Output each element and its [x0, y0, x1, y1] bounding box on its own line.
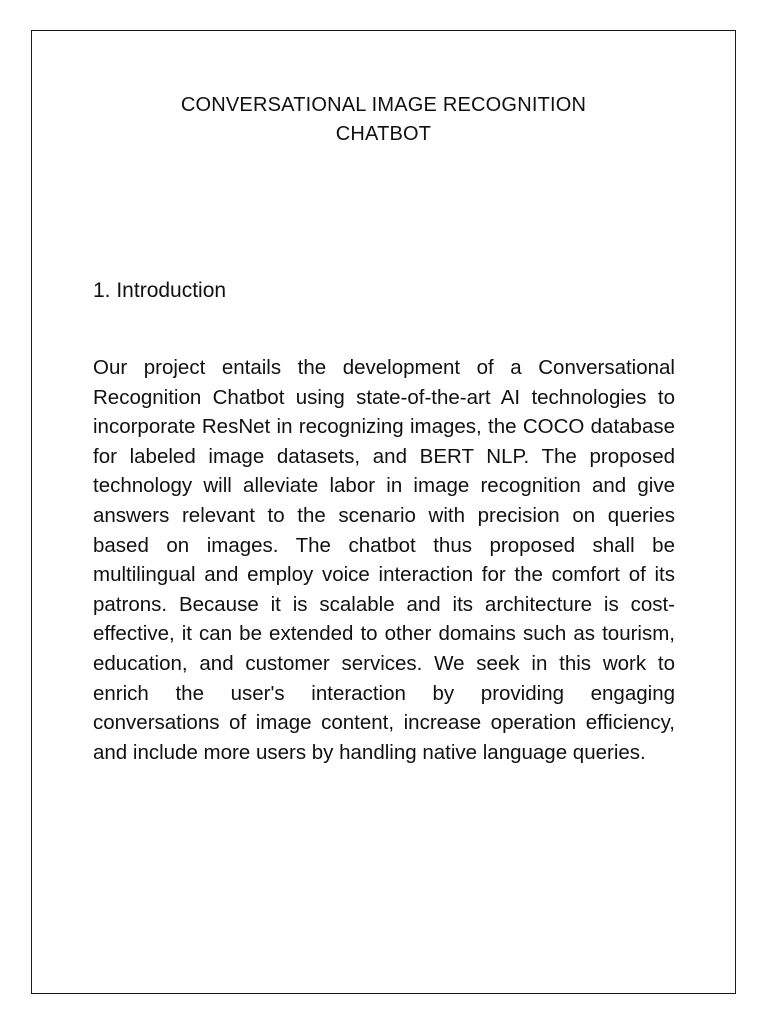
document-title-line-2: CHATBOT [335, 123, 432, 145]
document-title [32, 91, 735, 149]
section-heading-introduction: 1. Introduction [93, 279, 227, 302]
document-title-line-1: CONVERSATIONAL IMAGE RECOGNITION [180, 94, 587, 116]
introduction-paragraph: Our project entails the development of a Conversational Recognition Chatbot using state-of-the-art AI technologies to incorporate ResNet in recognizing images, the COCO database for labeled image datasets, and BERT NLP. The proposed technology will alleviate labor in image recognition and give answers relevant to the scenario with precision on queries based on images. The chatbot thus proposed shall be multilingual and employ voice interaction for the comfort of its patrons. Because it is scalable and its architecture is cost-effective, it can be extended to other domains such as tourism, education, and customer services. We seek in this work to enrich the user's interaction by providing engaging conversations of image content, increase operation efficiency, and include more users by handling native language queries. [93, 356, 675, 764]
document-page [31, 30, 736, 994]
